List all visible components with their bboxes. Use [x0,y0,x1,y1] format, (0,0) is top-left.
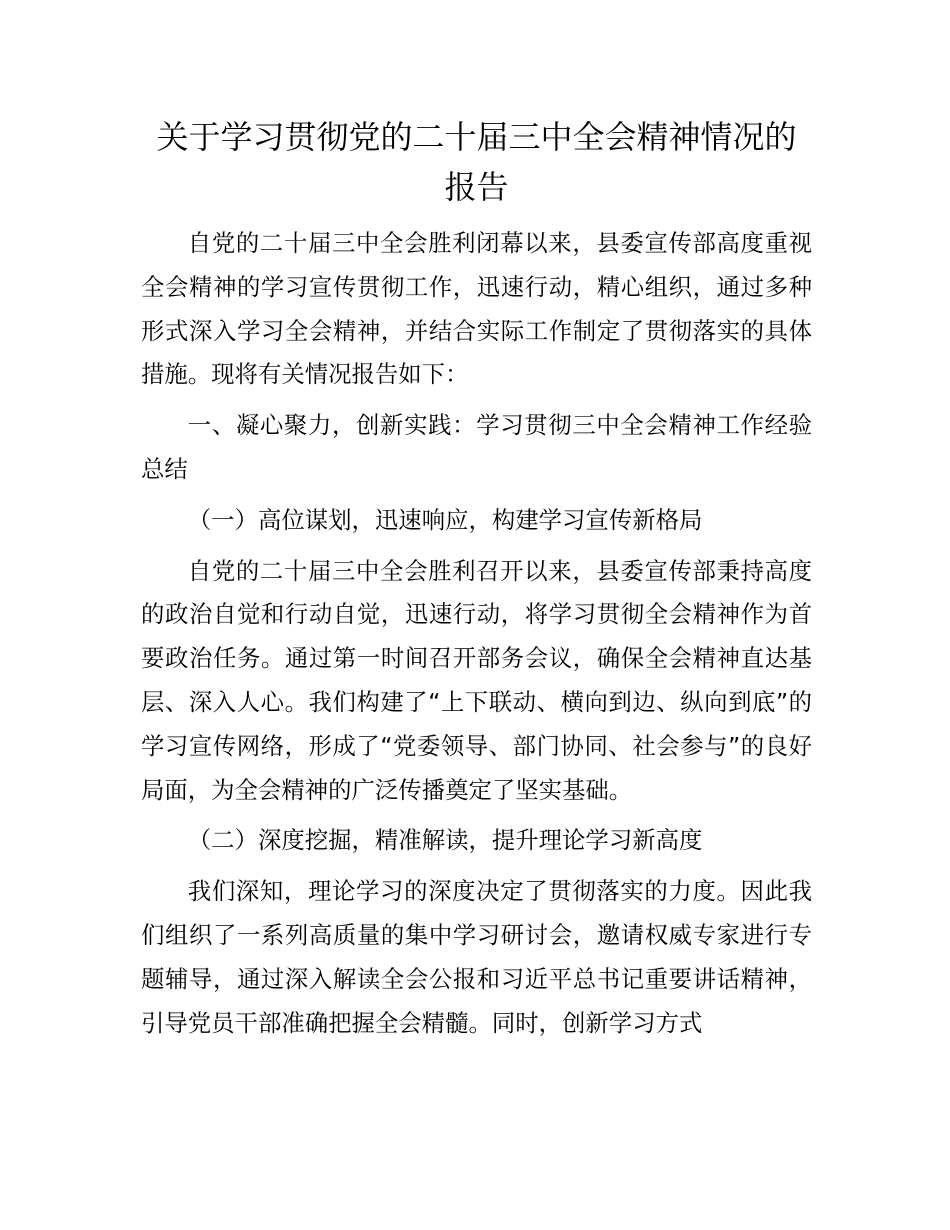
body-paragraph-2: 我们深知，理论学习的深度决定了贯彻落实的力度。因此我们组织了一系列高质量的集中学习研讨会，邀请权威专家进行专题辅导，通过深入解读全会公报和习近平总书记重要讲话精神，引导党员干部准确把握全会精髓。同时，创新学习方式 [141,877,812,1037]
document-title: 关于学习贯彻党的二十届三中全会精神情况的报告 [156,118,797,206]
document-page [141,112,812,1045]
section-heading-1: 一、凝心聚力，创新实践：学习贯彻三中全会精神工作经验总结 [141,411,812,483]
subsection-heading-1: （一）高位谋划，迅速响应，构建学习宣传新格局 [187,505,703,534]
subsection-heading-2: （二）深度挖掘，精准解读，提升理论学习新高度 [187,826,703,855]
body-paragraph-1: 自党的二十届三中全会胜利召开以来，县委宣传部秉持高度的政治自觉和行动自觉，迅速行动，将学习贯彻全会精神作为首要政治任务。通过第一时间召开部务会议，确保全会精神直达基层、深入人心。我们构建了“上下联动、横向到边、纵向到底”的学习宣传网络，形成了“党委领导、部门协同、社会参与”的良好局面，为全会精神的广泛传播奠定了坚实基础。 [141,556,812,804]
intro-paragraph: 自党的二十届三中全会胜利闭幕以来，县委宣传部高度重视全会精神的学习宣传贯彻工作，迅速行动，精心组织，通过多种形式深入学习全会精神，并结合实际工作制定了贯彻落实的具体措施。现将有关情况报告如下： [141,229,812,389]
